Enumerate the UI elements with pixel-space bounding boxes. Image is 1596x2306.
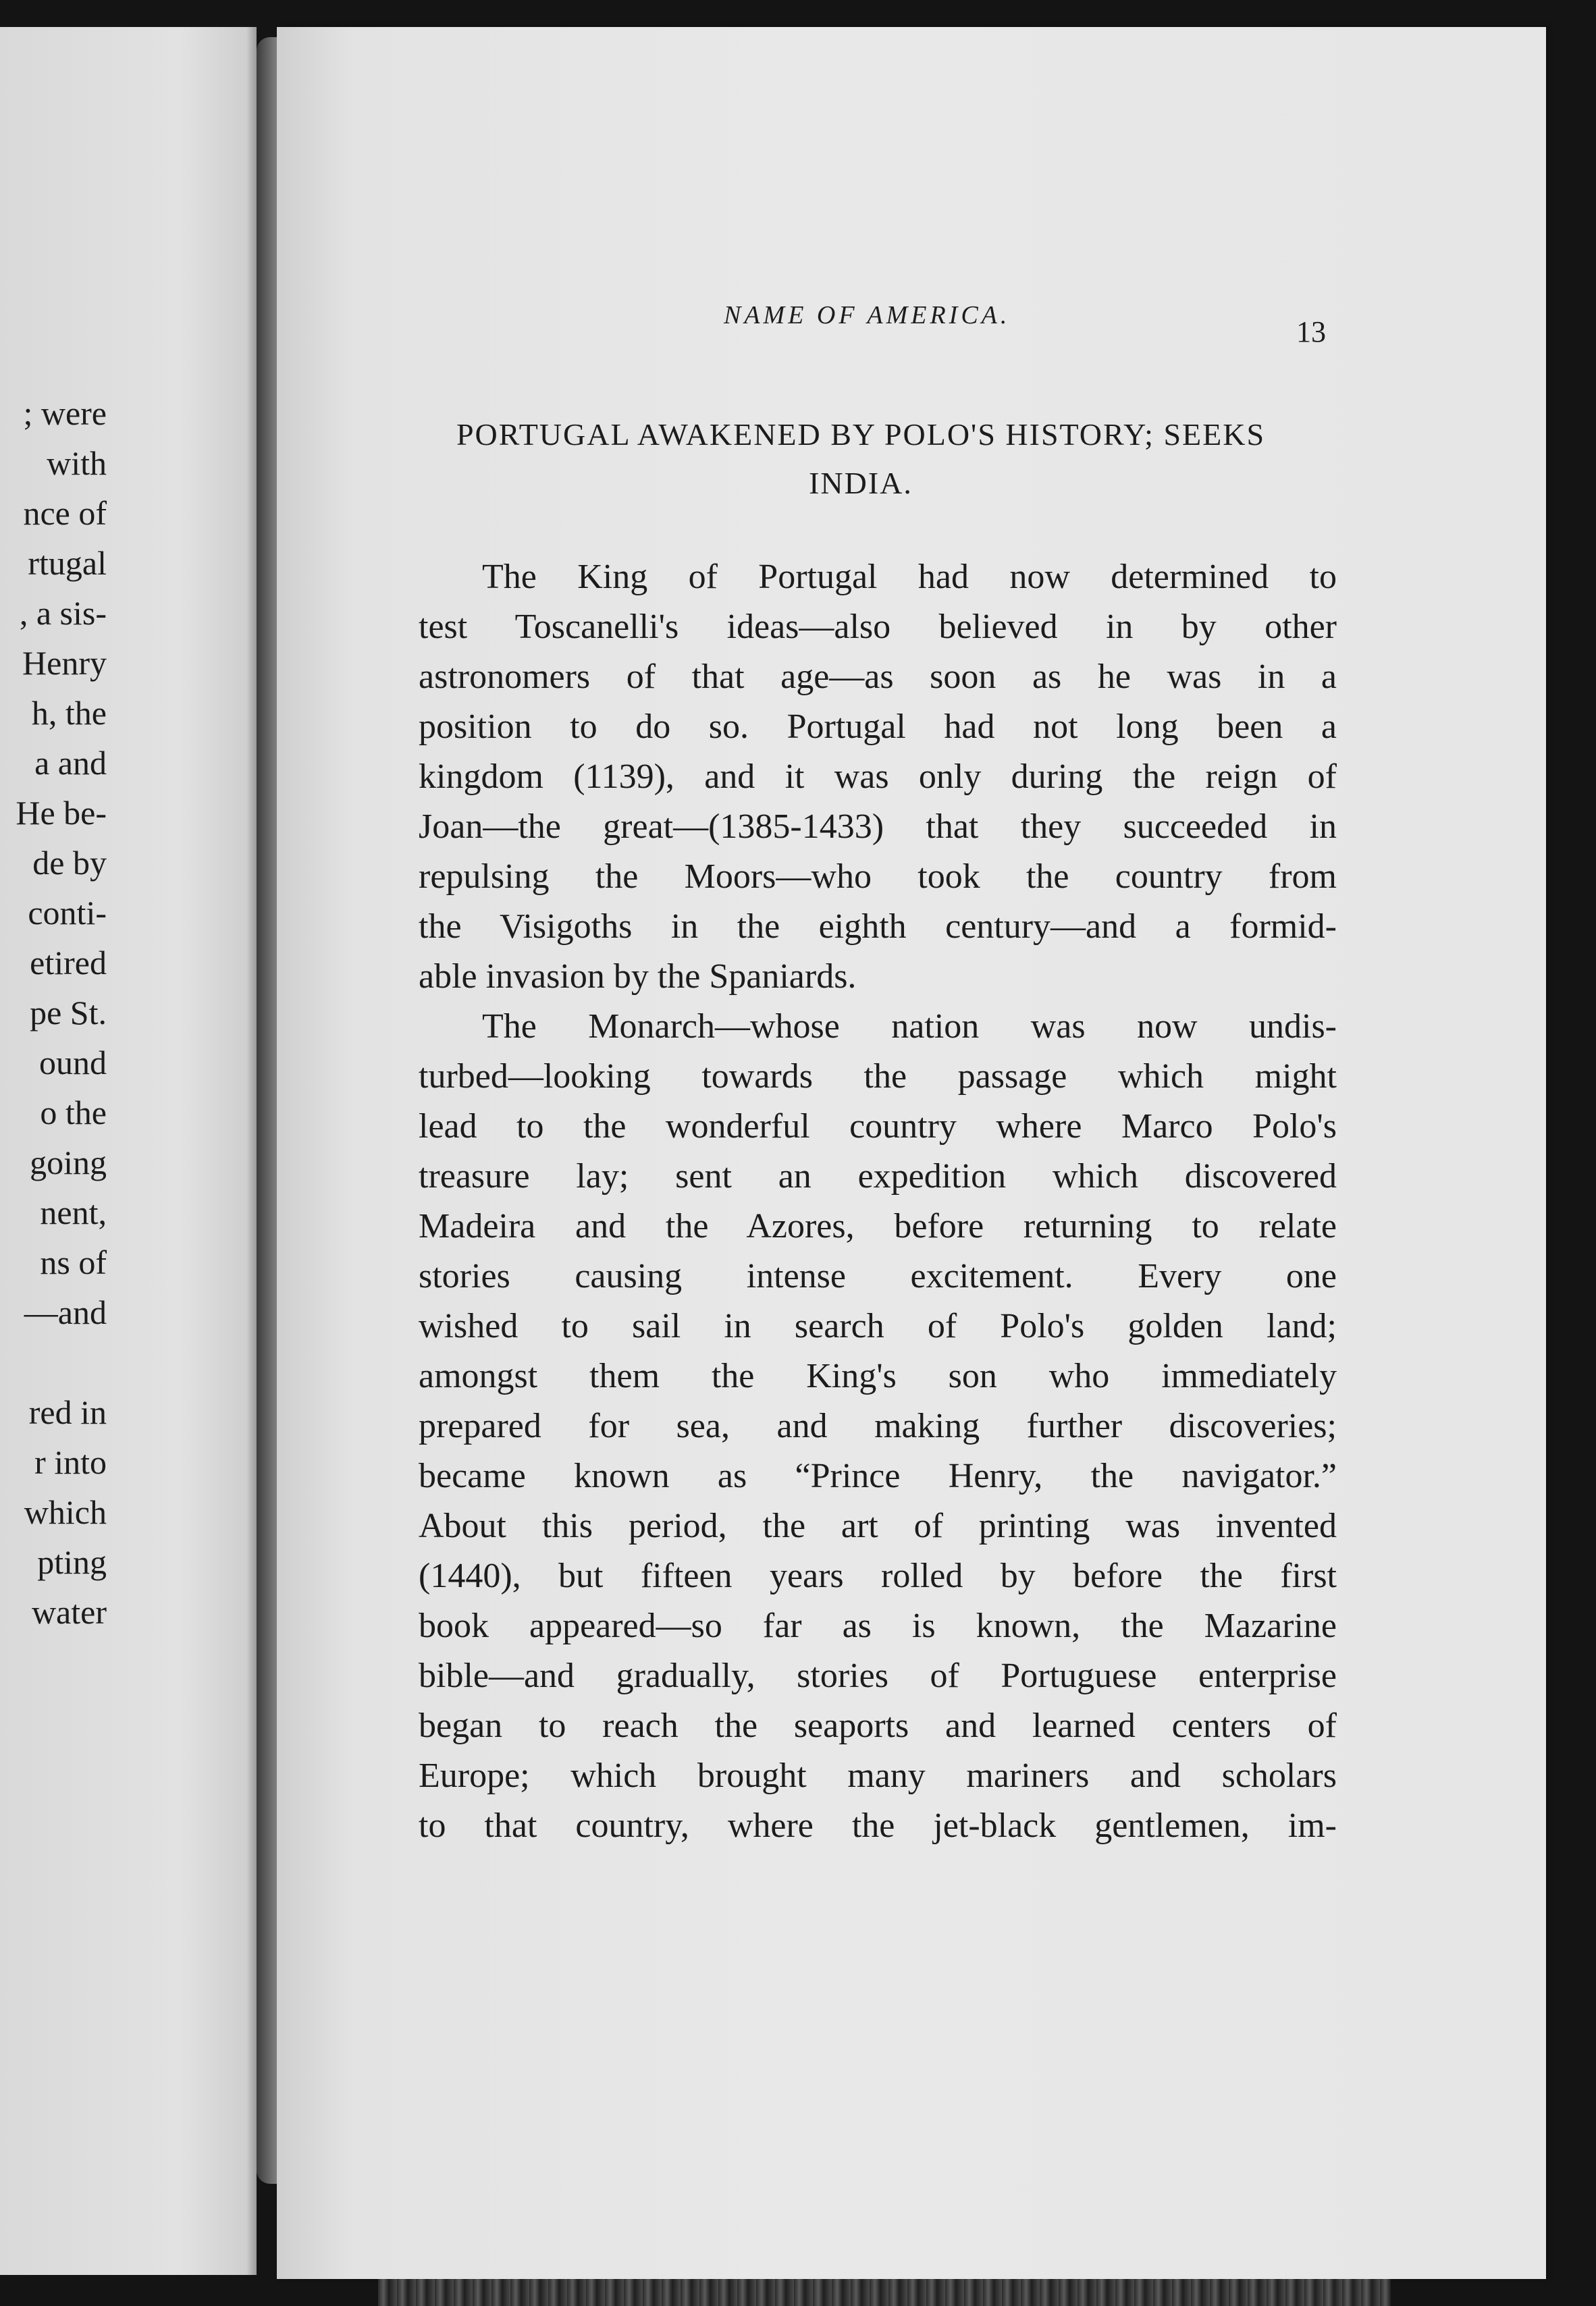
right-page: [277, 27, 1546, 2279]
left-line: nce of: [23, 494, 107, 532]
left-line: r into: [34, 1443, 107, 1481]
section-heading: [425, 410, 1296, 508]
body-text: [419, 552, 1337, 1851]
text-line: able invasion by the Spaniards.: [419, 957, 857, 996]
text-line: kingdom (1139), and it was only during the reign of: [419, 757, 1337, 796]
text-line: wished to sail in search of Polo's golden land;: [419, 1307, 1337, 1345]
text-line: amongst them the King's son who immediately: [419, 1357, 1337, 1395]
left-line: —and: [24, 1293, 107, 1331]
text-line: The King of Portugal had now determined to: [482, 558, 1337, 596]
left-page: [0, 27, 257, 2275]
page-number: 13: [1296, 315, 1326, 348]
book-edge-strip: [378, 2279, 1391, 2306]
left-page-text: [16, 388, 107, 1637]
left-line: conti-: [28, 894, 107, 932]
text-line: position to do so. Portugal had not long been a: [419, 707, 1337, 746]
text-line: stories causing intense excitement. Every one: [419, 1257, 1337, 1295]
left-line: o the: [40, 1094, 107, 1131]
text-line: Joan—the great—(1385-1433) that they succeeded in: [419, 807, 1337, 846]
text-line: began to reach the seaports and learned centers of: [419, 1707, 1337, 1745]
left-line: a and: [34, 744, 107, 782]
text-line: treasure lay; sent an expedition which discovered: [419, 1157, 1337, 1196]
left-line: etired: [30, 944, 107, 982]
left-line: nent,: [40, 1194, 107, 1231]
text-line: The Monarch—whose nation was now undis-: [482, 1007, 1337, 1046]
left-line: ; were: [23, 394, 107, 432]
section-heading-line: PORTUGAL AWAKENED BY POLO'S HISTORY; SEEKS: [456, 417, 1266, 452]
section-heading-line: INDIA.: [809, 466, 913, 500]
text-line: test Toscanelli's ideas—also believed in by other: [419, 608, 1337, 646]
text-line: Europe; which brought many mariners and scholars: [419, 1757, 1337, 1795]
text-line: the Visigoths in the eighth century—and a formid-: [419, 907, 1337, 946]
left-line: He be-: [16, 794, 107, 832]
text-line: Madeira and the Azores, before returning to relate: [419, 1207, 1337, 1245]
text-line: to that country, where the jet-black gentlemen, im-: [419, 1806, 1337, 1845]
text-line: lead to the wonderful country where Marco Polo's: [419, 1107, 1337, 1146]
text-line: astronomers of that age—as soon as he was in a: [419, 658, 1337, 696]
left-line: , a sis-: [19, 594, 107, 632]
left-line: de by: [32, 844, 107, 882]
left-line: ns of: [40, 1243, 107, 1281]
left-line: Henry: [22, 644, 107, 682]
running-head: NAME OF AMERICA.: [724, 301, 1011, 329]
text-line: book appeared—so far as is known, the Mazarine: [419, 1607, 1337, 1645]
left-line: ound: [39, 1044, 107, 1081]
left-line: with: [47, 444, 107, 482]
left-line: pting: [37, 1543, 107, 1581]
left-line: which: [24, 1493, 107, 1531]
text-line: (1440), but fifteen years rolled by before the first: [419, 1557, 1337, 1595]
left-line: red in: [28, 1393, 107, 1431]
left-line: going: [30, 1144, 107, 1181]
left-line: pe St.: [30, 994, 107, 1031]
left-line: h, the: [31, 694, 107, 732]
left-line: rtugal: [28, 544, 107, 582]
text-line: turbed—looking towards the passage which might: [419, 1057, 1337, 1096]
text-line: prepared for sea, and making further discoveries;: [419, 1407, 1337, 1445]
text-line: repulsing the Moors—who took the country from: [419, 857, 1337, 896]
text-line: About this period, the art of printing was invented: [419, 1507, 1337, 1545]
left-line: [16, 1337, 107, 1387]
left-line: water: [31, 1593, 107, 1631]
text-line: bible—and gradually, stories of Portuguese enterprise: [419, 1657, 1337, 1695]
text-line: became known as “Prince Henry, the navigator.”: [419, 1457, 1337, 1495]
